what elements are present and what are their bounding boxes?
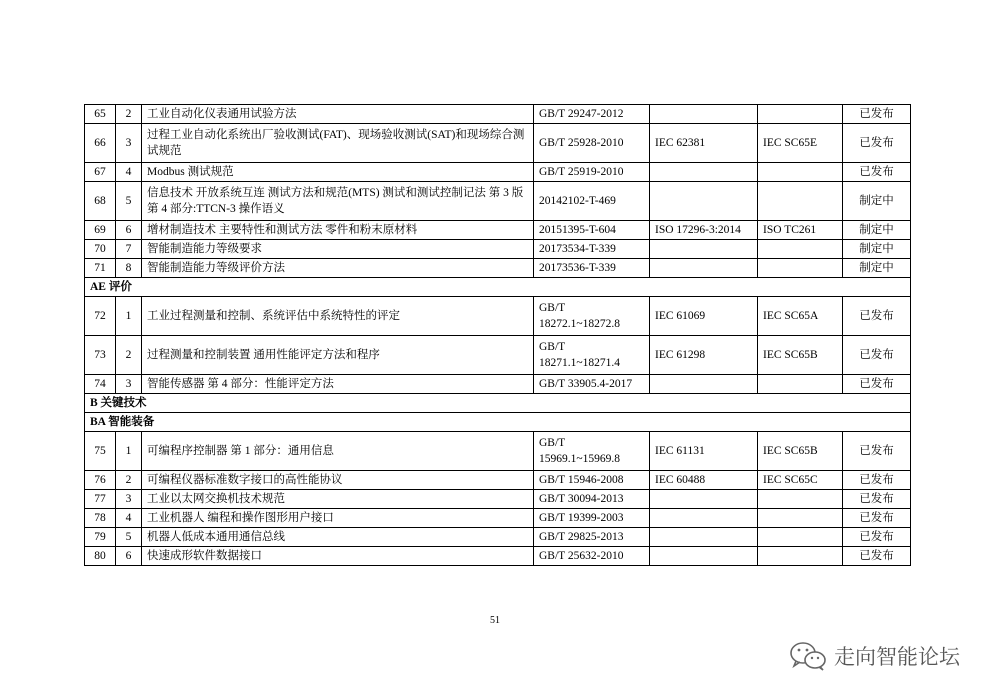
international-standard-cell (650, 547, 758, 566)
row-number-cell: 67 (85, 163, 116, 182)
standard-name-cell: 可编程仪器标准数字接口的高性能协议 (142, 471, 534, 490)
section-row (85, 413, 911, 432)
sequence-number-cell: 1 (116, 297, 142, 336)
standard-name-cell: 智能传感器 第 4 部分：性能评定方法 (142, 375, 534, 394)
standard-number-cell: 20173536-T-339 (534, 259, 650, 278)
status-cell: 已发布 (843, 509, 911, 528)
status-cell: 制定中 (843, 182, 911, 221)
standard-number-cell: GB/T 15946-2008 (534, 471, 650, 490)
row-number-cell: 68 (85, 182, 116, 221)
international-standard-cell (650, 105, 758, 124)
sequence-number-cell: 8 (116, 259, 142, 278)
international-organization-cell (758, 528, 843, 547)
table-row (85, 163, 911, 182)
standard-name-cell: 工业过程测量和控制、系统评估中系统特性的评定 (142, 297, 534, 336)
row-number-cell: 80 (85, 547, 116, 566)
status-cell: 已发布 (843, 547, 911, 566)
international-organization-cell (758, 182, 843, 221)
standards-table-body (85, 105, 911, 566)
standard-name-cell: 过程工业自动化系统出厂验收测试(FAT)、现场验收测试(SAT)和现场综合测试规范 (142, 124, 534, 163)
international-organization-cell (758, 259, 843, 278)
standard-name-cell: 信息技术 开放系统互连 测试方法和规范(MTS) 测试和测试控制记法 第 3 版 第 4 部分:TTCN-3 操作语义 (142, 182, 534, 221)
international-standard-cell: IEC 61131 (650, 432, 758, 471)
standard-name-cell: 工业自动化仪表通用试验方法 (142, 105, 534, 124)
section-label: B 关键技术 (85, 394, 911, 413)
standard-number-cell: GB/T 15969.1~15969.8 (534, 432, 650, 471)
standard-name-cell: 可编程序控制器 第 1 部分：通用信息 (142, 432, 534, 471)
international-organization-cell (758, 509, 843, 528)
international-standard-cell: IEC 62381 (650, 124, 758, 163)
table-row (85, 221, 911, 240)
standard-number-cell: GB/T 33905.4-2017 (534, 375, 650, 394)
international-standard-cell: IEC 61298 (650, 336, 758, 375)
section-row (85, 278, 911, 297)
standard-number-cell: 20173534-T-339 (534, 240, 650, 259)
row-number-cell: 73 (85, 336, 116, 375)
standard-name-cell: 工业机器人 编程和操作图形用户接口 (142, 509, 534, 528)
status-cell: 已发布 (843, 471, 911, 490)
international-standard-cell: IEC 61069 (650, 297, 758, 336)
international-standard-cell (650, 490, 758, 509)
table-row (85, 259, 911, 278)
international-standard-cell (650, 375, 758, 394)
table-row (85, 471, 911, 490)
sequence-number-cell: 7 (116, 240, 142, 259)
sequence-number-cell: 5 (116, 182, 142, 221)
sequence-number-cell: 4 (116, 509, 142, 528)
standard-number-cell: GB/T 29247-2012 (534, 105, 650, 124)
standard-number-cell: GB/T 18272.1~18272.8 (534, 297, 650, 336)
table-row (85, 105, 911, 124)
table-row (85, 509, 911, 528)
standard-name-cell: 机器人低成本通用通信总线 (142, 528, 534, 547)
watermark-text: 走向智能论坛 (834, 645, 960, 669)
standard-number-cell: 20151395-T-604 (534, 221, 650, 240)
table-row (85, 547, 911, 566)
row-number-cell: 77 (85, 490, 116, 509)
standard-name-cell: 增材制造技术 主要特性和测试方法 零件和粉末原材料 (142, 221, 534, 240)
standard-number-cell: GB/T 30094-2013 (534, 490, 650, 509)
table-row (85, 490, 911, 509)
international-organization-cell (758, 163, 843, 182)
status-cell: 已发布 (843, 297, 911, 336)
row-number-cell: 78 (85, 509, 116, 528)
status-cell: 已发布 (843, 105, 911, 124)
international-organization-cell (758, 375, 843, 394)
standard-number-cell: GB/T 19399-2003 (534, 509, 650, 528)
standard-name-cell: 智能制造能力等级评价方法 (142, 259, 534, 278)
standard-number-cell: GB/T 25919-2010 (534, 163, 650, 182)
sequence-number-cell: 6 (116, 221, 142, 240)
international-organization-cell: IEC SC65B (758, 336, 843, 375)
table-row (85, 336, 911, 375)
status-cell: 已发布 (843, 124, 911, 163)
standard-name-cell: Modbus 测试规范 (142, 163, 534, 182)
standard-name-cell: 智能制造能力等级要求 (142, 240, 534, 259)
section-row (85, 394, 911, 413)
table-row (85, 528, 911, 547)
status-cell: 已发布 (843, 375, 911, 394)
sequence-number-cell: 5 (116, 528, 142, 547)
sequence-number-cell: 3 (116, 375, 142, 394)
row-number-cell: 71 (85, 259, 116, 278)
international-organization-cell: IEC SC65B (758, 432, 843, 471)
international-organization-cell: IEC SC65C (758, 471, 843, 490)
row-number-cell: 70 (85, 240, 116, 259)
international-standard-cell (650, 240, 758, 259)
status-cell: 已发布 (843, 528, 911, 547)
international-standard-cell (650, 182, 758, 221)
standard-number-cell: GB/T 25928-2010 (534, 124, 650, 163)
status-cell: 制定中 (843, 221, 911, 240)
standards-table (84, 104, 911, 566)
international-standard-cell (650, 528, 758, 547)
table-row (85, 375, 911, 394)
standard-number-cell: GB/T 25632-2010 (534, 547, 650, 566)
international-organization-cell (758, 105, 843, 124)
standard-name-cell: 工业以太网交换机技术规范 (142, 490, 534, 509)
international-standard-cell (650, 259, 758, 278)
row-number-cell: 72 (85, 297, 116, 336)
international-organization-cell (758, 547, 843, 566)
international-standard-cell: ISO 17296-3:2014 (650, 221, 758, 240)
table-row (85, 240, 911, 259)
row-number-cell: 66 (85, 124, 116, 163)
standard-name-cell: 过程测量和控制装置 通用性能评定方法和程序 (142, 336, 534, 375)
international-organization-cell: IEC SC65E (758, 124, 843, 163)
sequence-number-cell: 4 (116, 163, 142, 182)
status-cell: 制定中 (843, 240, 911, 259)
table-row (85, 182, 911, 221)
sequence-number-cell: 2 (116, 105, 142, 124)
row-number-cell: 75 (85, 432, 116, 471)
status-cell: 已发布 (843, 432, 911, 471)
status-cell: 已发布 (843, 336, 911, 375)
status-cell: 已发布 (843, 163, 911, 182)
standard-number-cell: GB/T 29825-2013 (534, 528, 650, 547)
international-standard-cell (650, 163, 758, 182)
international-organization-cell: ISO TC261 (758, 221, 843, 240)
table-row (85, 124, 911, 163)
row-number-cell: 65 (85, 105, 116, 124)
international-organization-cell (758, 240, 843, 259)
table-row (85, 432, 911, 471)
sequence-number-cell: 6 (116, 547, 142, 566)
international-organization-cell (758, 490, 843, 509)
section-label: BA 智能装备 (85, 413, 911, 432)
international-standard-cell: IEC 60488 (650, 471, 758, 490)
wechat-icon (788, 639, 828, 673)
standard-name-cell: 快速成形软件数据接口 (142, 547, 534, 566)
row-number-cell: 76 (85, 471, 116, 490)
row-number-cell: 79 (85, 528, 116, 547)
standard-number-cell: 20142102-T-469 (534, 182, 650, 221)
section-label: AE 评价 (85, 278, 911, 297)
sequence-number-cell: 2 (116, 471, 142, 490)
international-standard-cell (650, 509, 758, 528)
row-number-cell: 74 (85, 375, 116, 394)
sequence-number-cell: 1 (116, 432, 142, 471)
status-cell: 已发布 (843, 490, 911, 509)
watermark (788, 639, 960, 673)
page-number: 51 (490, 615, 500, 626)
standard-number-cell: GB/T 18271.1~18271.4 (534, 336, 650, 375)
sequence-number-cell: 3 (116, 490, 142, 509)
row-number-cell: 69 (85, 221, 116, 240)
table-row (85, 297, 911, 336)
sequence-number-cell: 3 (116, 124, 142, 163)
status-cell: 制定中 (843, 259, 911, 278)
international-organization-cell: IEC SC65A (758, 297, 843, 336)
sequence-number-cell: 2 (116, 336, 142, 375)
